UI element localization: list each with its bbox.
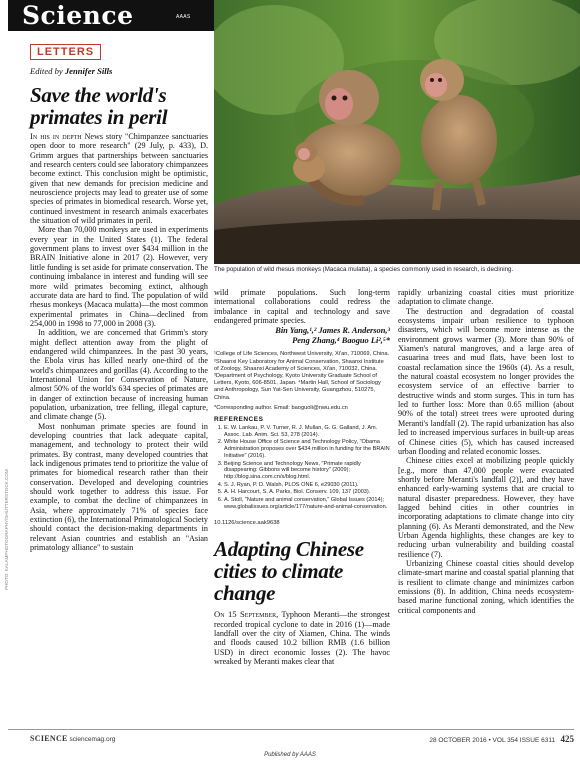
section-label: LETTERS — [30, 44, 101, 60]
footer-rule — [8, 729, 574, 730]
letter-2-continued — [398, 288, 574, 615]
issue-info: 28 OCTOBER 2016 • VOL 354 ISSUE 6311 — [429, 737, 556, 744]
paragraph: The destruction and degradation of coastal ecosystems impair urban resilience to typhoon disasters, which will become more intense as the environment grows warmer (3). More than 90% of Xiamen's natural mangroves, and a large area of casuarina trees and mud flats, have been lost to coastal reclamation since the 1960s (4). As a result, the natural coastal ecosystem no longer provides the ecosystem service of an effective barrier to destructive winds and storm surges. This in turn has led to further loss: More than 0.65 million (about 90% of the total) street trees were uprooted during Meranti's landfall (2). The rapid urbanization has also led to increased impervious surfaces in built-up areas of Chinese cities (5), which has caused increased urban flooding and related economic losses. — [398, 306, 574, 456]
photo-caption: The population of wild rhesus monkeys (Macaca mulatta), a species commonly used in research, is declining. — [214, 266, 514, 273]
paragraph: wild primate populations. Such long-term international collaborations could redress the imbalance in capital and technology and save endangered primate species. — [214, 288, 390, 326]
paragraph: In addition, we are concerned that Grimm's story might deflect attention away from the plight of endangered wild chimpanzees. In the past 30 years, the Ebola virus has killed nearly one-third of the world's chimpanzees and gorillas (4). According to the International Union for Conservation of Nature, almost 50% of the world's 634 species of primates are in danger of extinction because of increasing human population, urbanization, tree felling, illegal capture, and climate change (5). — [30, 328, 208, 422]
footer-brand: SCIENCE — [30, 734, 68, 743]
reference-item: 4. S. J. Ryan, P. D. Walsh, PLOS ONE 6, e29030 (2011). — [224, 482, 390, 489]
affiliations — [214, 351, 390, 412]
corresponding-author: *Corresponding author. Email: baoguoli@nwu.edu.cn — [214, 404, 348, 411]
references-list — [214, 425, 390, 510]
paragraph — [214, 610, 390, 666]
lead-in: In his in depth — [30, 131, 82, 141]
paragraph: More than 70,000 monkeys are used in experiments every year in the United States (1). The federal government plans to invest over $434 million in the BRAIN Initiative alone in 2017 (2). However, very little funding is set aside for primate conservation. The continuing imbalance in interest and funding will see more wild primates becoming extinct, although accurate data are hard to find. The population of wild rhesus monkeys (Macaca mulatta)—the most common experimental primates in China—declined from 254,000 in 1998 to 77,000 in 2008 (3). — [30, 225, 208, 328]
middle-column — [214, 288, 390, 667]
photo-illustration — [214, 0, 580, 264]
letter-1-body — [30, 132, 208, 552]
aaas-mark: AAAS — [176, 14, 191, 20]
photo-credit: PHOTO: KALAMPHOTOGRAPHY/SHUTTERSTOCK.COM — [4, 469, 9, 590]
left-column — [30, 42, 208, 552]
letter-1-headline: Save the world's primates in peril — [30, 83, 168, 129]
page-number: 425 — [560, 734, 574, 744]
paragraph: Chinese cities excel at mobilizing people quickly [e.g., more than 47,000 people were evacuated shortly before Meranti's landfall (2)], and they have enhanced early-warning systems that are crucial to natural disaster preparedness. However, they have lagged behind cities in other countries in incorporating adaptations to climate change into city planning (6). As Meranti demonstrated, and the New Urban Agenda highlights, these changes are key to reducing urban vulnerability and building coastal resilience (7). — [398, 456, 574, 559]
footer-left — [30, 734, 115, 743]
right-column — [398, 288, 574, 615]
paragraph — [30, 132, 208, 225]
letter-2-headline: Adapting Chinese cities to climate change — [214, 537, 364, 606]
reference-item: 5. A. H. Harcourt, S. A. Parks, Biol. Conserv. 109, 137 (2003). — [224, 489, 390, 496]
reference-item: 1. E. W. Lankau, P. V. Turner, R. J. Mullan, G. G. Galland, J. Am. Assoc. Lab. Anim. Sci. 53, 278 (2014). — [224, 425, 390, 438]
letter-2-body — [214, 610, 390, 666]
paragraph-text: News story "Chimpanzee sanctuaries open door to more research" (29 July, p. 433), D. Grimm argues that partnerships between sanctuaries and research centers could see laboratory chimpanzees become extinct. This conclusion might be optimistic, given that new demands for precision medicine and neuroscience projects may lead to greater use of some species of primates in biomedical research. Worse yet, continued investment in research animals exacerbates the situation of wild primates in peril. — [30, 132, 208, 226]
paragraph: Most nonhuman primate species are found in developing countries that lack adequate capital, management, and technology to protect their wild primates. By contrast, many developed countries that lack indigenous primates tend to prioritize the value of primates for biomedical research rather than their conservation. Developed and developing countries should work together to address this issue. For example, to combat the decline of chimpanzees in Asia, where approximately 71% of species face extinction (6), the International Primatological Society should contact the decision-making departments in relevant Asian countries and establish an "Asian primatology alliance" to sustain — [30, 421, 208, 553]
masthead — [8, 0, 214, 31]
reference-item: 6. A. Stoll, "Nature and animal conservation," Global Issues (2014); www.globalissues.org/article/177/nature-and-animal-conservation. — [224, 497, 390, 510]
paragraph-text: Typhoon Meranti—the strongest recorded tropical cyclone to date in 2016 (1)—made landfall over the city of Xiamen, China. The winds and floods caused 10.2 billion RMB (1.6 billion USD) in direct economic losses (2). The havoc wreaked by Meranti makes clear that — [214, 610, 390, 667]
signature-line-2: Peng Zhang,⁴ Baoguo Li²,⁵* — [292, 336, 390, 346]
editor-line — [30, 66, 208, 76]
doi[interactable]: 10.1126/science.aak9638 — [214, 520, 280, 527]
reference-item: 2. White House Office of Science and Technology Policy, "Obama Administration proposes over $434 million in funding for the BRAIN Initiative" (2016). — [224, 439, 390, 459]
affiliation-text: ¹College of Life Sciences, Northwest University, Xi'an, 710069, China. ²Shaanxi Key Laboratory for Animal Conservation, Shaanxi Institute of Zoology, Shaanxi Academy of Sciences, Xi'an, 710032, China. ³Department of Psychology, Kyoto University Graduate School of Letters, Kyoto, 606-8501, Japan. ⁴Martin Hall, School of Sociology and Anthropology, Sun Yat-Sen University, Guangzhou, 510275, China. — [214, 351, 390, 401]
science-logo: Science — [22, 1, 134, 30]
editor-prefix: Edited by — [30, 66, 65, 76]
footer-url[interactable]: sciencemag.org — [69, 736, 116, 743]
editor-name: Jennifer Sills — [64, 66, 113, 76]
rhesus-monkeys-photo — [214, 0, 580, 264]
author-signature — [214, 326, 390, 346]
lead-in: On 15 September, — [214, 609, 279, 620]
footer-right — [429, 734, 574, 744]
reference-item: 3. Beijing Science and Technology News, "Primate rapidly disappearing: Gibbons will become history" (2009); http://blog.sina.com.cn/s/blog.html. — [224, 461, 390, 481]
letter-1-continued — [214, 288, 390, 325]
references-heading: REFERENCES — [214, 416, 264, 423]
signature-line-1: Bin Yang,¹,² James R. Anderson,³ — [275, 326, 390, 336]
published-by: Published by AAAS — [264, 752, 316, 758]
paragraph: rapidly urbanizing coastal cities must prioritize adaptation to climate change. — [398, 288, 574, 307]
paragraph: Urbanizing Chinese coastal cities should develop climate-smart marine and coastal spatial planning that is resilient to climate change and minimizes carbon emissions (8). In addition, China needs ecosystem-based marine functional zoning, which identifies the critical components and — [398, 558, 574, 615]
